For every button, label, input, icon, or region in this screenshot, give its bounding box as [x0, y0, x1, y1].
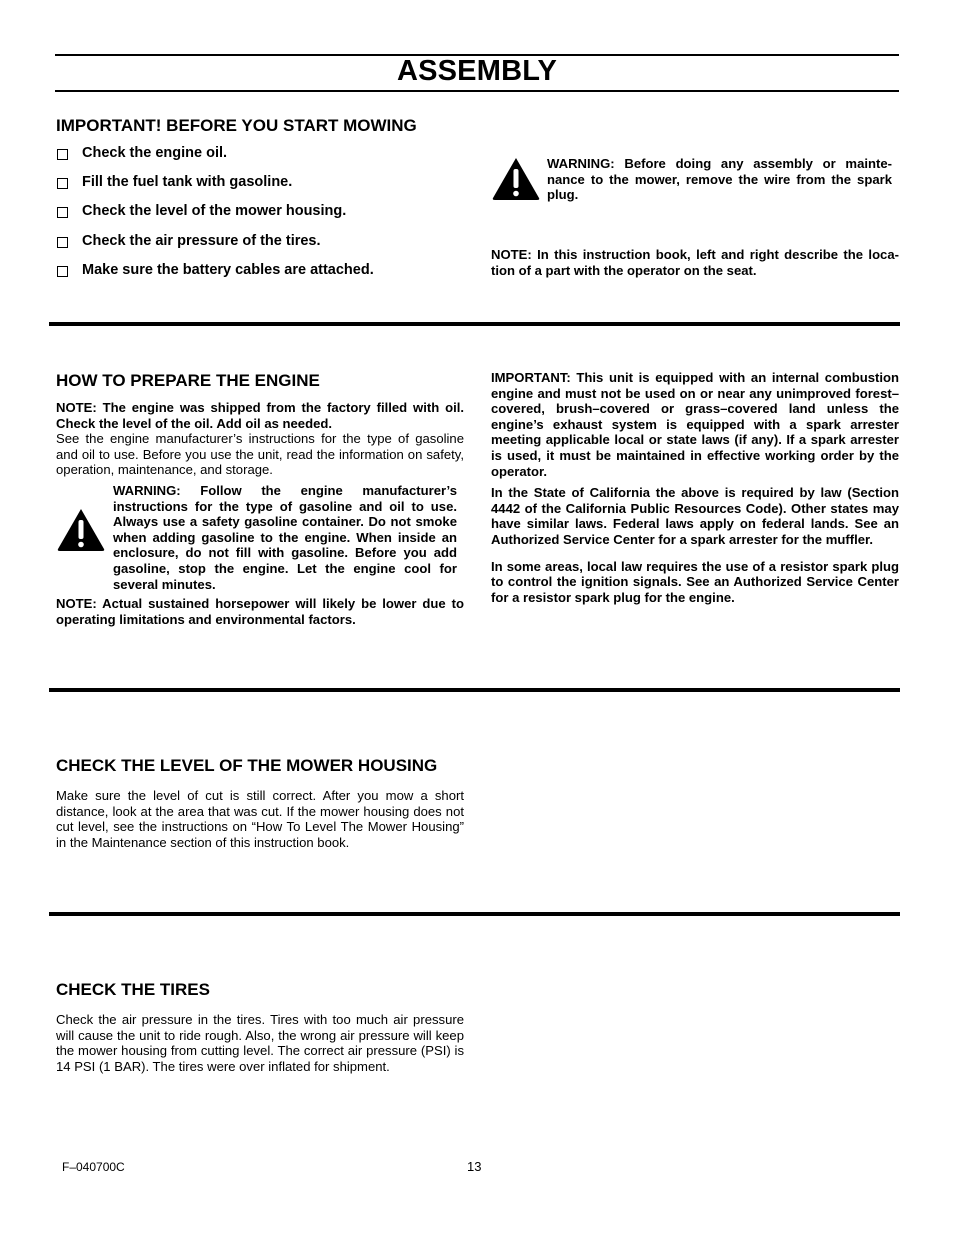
mower-housing-heading: CHECK THE LEVEL OF THE MOWER HOUSING: [56, 756, 438, 775]
section-divider: [49, 688, 900, 692]
horsepower-note: NOTE: Actual sustained horsepower will likely be lower due to operating limitations and environmental factors.: [56, 596, 464, 627]
page-number: 13: [467, 1159, 482, 1174]
checklist-item: Check the air pressure of the tires.: [57, 233, 321, 249]
tires-heading: CHECK THE TIRES: [56, 980, 210, 999]
checklist-item: Make sure the battery cables are attached.: [57, 262, 374, 278]
tires-body: Check the air pressure in the tires. Tires with too much air pressure will cause the unit to ride rough. Also, the wrong air pressure will keep the mower housing from cutting level. The correct air pressure (PSI) is 14 PSI (1 BAR). The tires were over inflated for shipment.: [56, 1012, 464, 1074]
checklist-item: Check the engine oil.: [57, 145, 227, 161]
gasoline-warning-text: WARNING: Follow the engine manufacturer’s instructions for the type of gasoline and oil to use. Always use a safety gasoline container. Do not smoke when adding gasoline to the engine. When inside an enclosure, do not fill with gasoline. Before you add gasoline, stop the engine. Let the engine cool for several minutes.: [113, 483, 457, 592]
checkbox-icon: [57, 266, 68, 277]
mower-housing-body: Make sure the level of cut is still correct. After you mow a short distance, look at the area that was cut. If the mower housing does not cut level, see the instructions on “How To Level The Mower Housing” in the Maintenance section of this instruction book.: [56, 788, 464, 850]
checkbox-icon: [57, 207, 68, 218]
page-title: ASSEMBLY: [396, 55, 558, 87]
spark-arrester-important: IMPORTANT: This unit is equipped with an internal combustion engine and must not be used on or near any unimproved forest–covered, brush–covered or grass–covered land unless the engine’s exhaust system is equipped with a spark arrester meeting applicable local or state laws (if any). If a spark arrester is used, it must be maintained in effective working order by the operator.: [491, 370, 899, 479]
checkbox-icon: [57, 149, 68, 160]
prepare-engine-right-column: [491, 370, 899, 605]
checkbox-icon: [57, 178, 68, 189]
left-right-note: NOTE: In this instruction book, left and right describe the loca- tion of a part with the operator on the seat.: [491, 247, 899, 278]
before-mowing-heading: IMPORTANT! BEFORE YOU START MOWING: [56, 116, 417, 135]
checklist-item: Check the level of the mower housing.: [57, 203, 346, 219]
warning-triangle-icon: [491, 156, 541, 201]
section-divider: [49, 912, 900, 916]
assembly-warning-text: WARNING: Before doing any assembly or mainte- nance to the mower, remove the wire from the spark plug.: [547, 156, 892, 203]
oil-note: NOTE: The engine was shipped from the factory filled with oil. Check the level of the oil. Add oil as needed.: [56, 400, 464, 431]
warning-triangle-icon: [56, 507, 106, 552]
title-rule-bottom: [55, 90, 899, 92]
prepare-engine-left-column: [56, 400, 464, 478]
footer-code: F–040700C: [62, 1160, 125, 1174]
checkbox-icon: [57, 237, 68, 248]
checklist-item: Fill the fuel tank with gasoline.: [57, 174, 292, 190]
resistor-plug-text: In some areas, local law requires the use of a resistor spark plug to control the ignition signals. See an Authorized Service Center for a resistor spark plug for the engine.: [491, 558, 899, 605]
manufacturer-instructions: See the engine manufacturer’s instructions for the type of gasoline and oil to use. Before you use the unit, read the information on safety, operation, maintenance, and storage.: [56, 431, 464, 478]
prepare-engine-heading: HOW TO PREPARE THE ENGINE: [56, 371, 320, 390]
section-divider: [49, 322, 900, 326]
california-law-text: In the State of California the above is required by law (Section 4442 of the California Public Resources Code). Other states may have similar laws. Federal laws apply on federal lands. See an Authorized Service Center for a spark arrester for the muffler.: [491, 485, 899, 547]
